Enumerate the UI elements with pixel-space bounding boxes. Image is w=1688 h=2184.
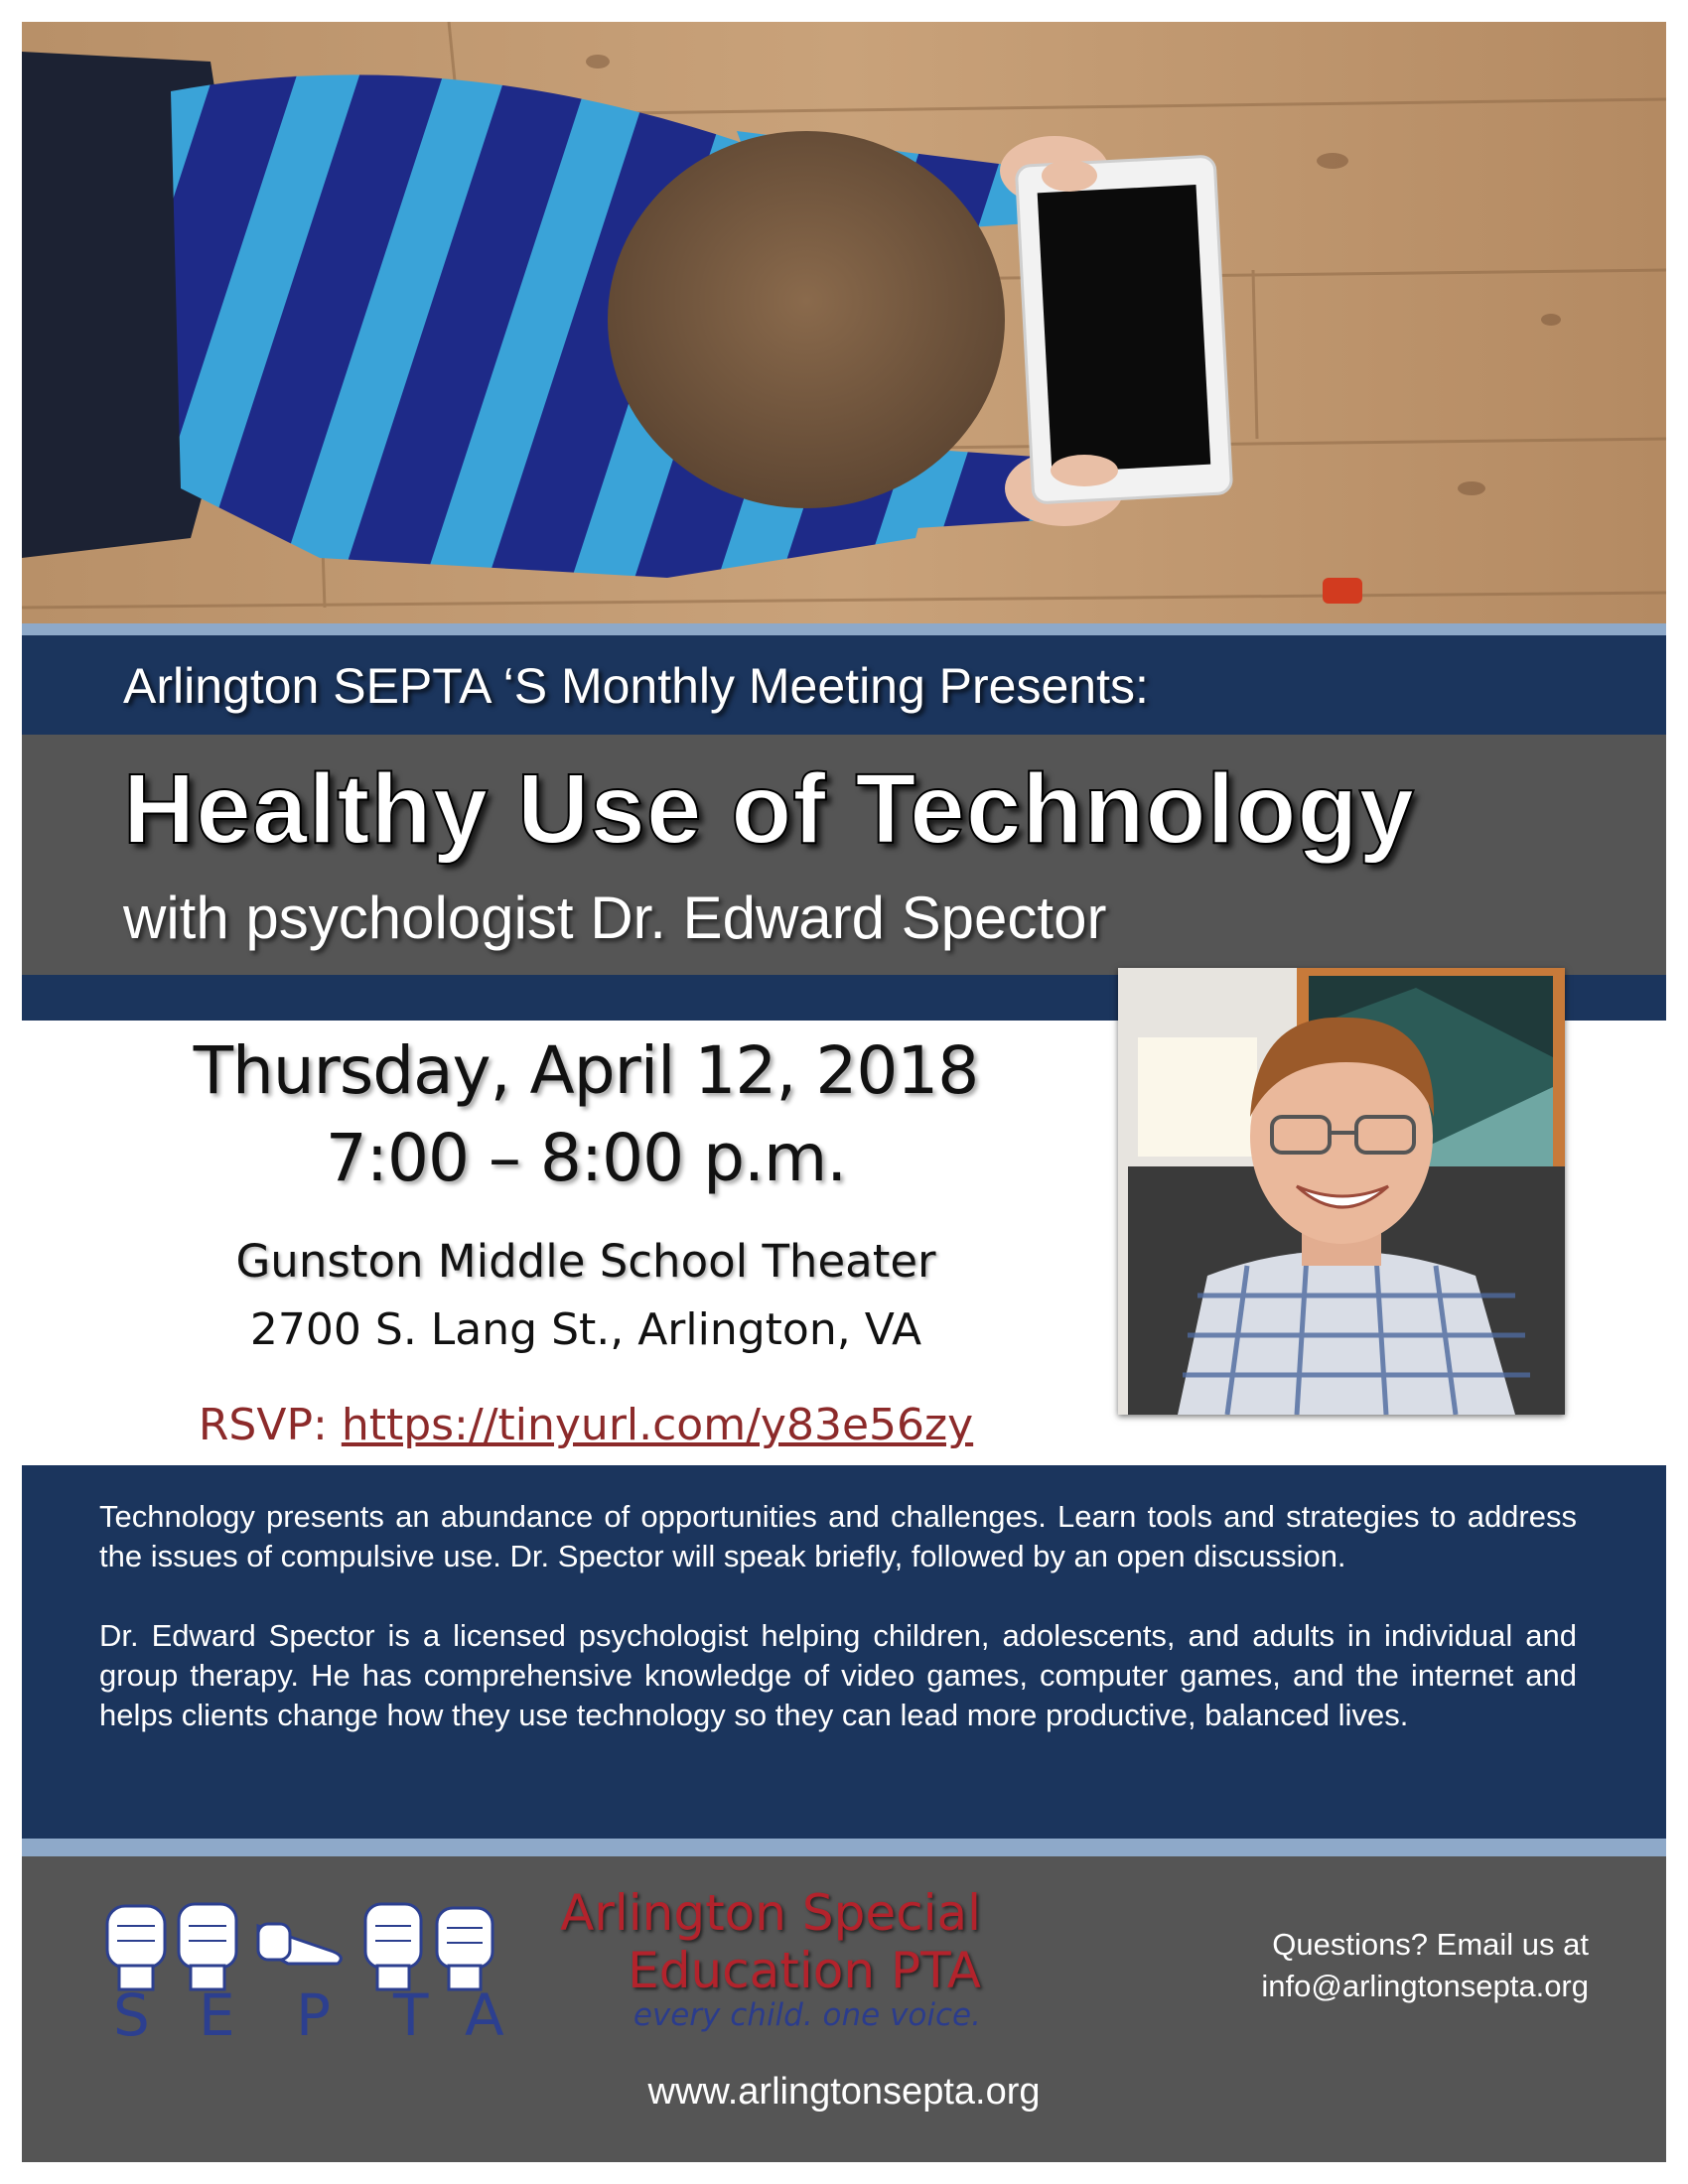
footer-light-strip bbox=[22, 1839, 1666, 1856]
website-link[interactable]: www.arlingtonsepta.org bbox=[647, 2071, 1041, 2113]
event-description bbox=[99, 1497, 1577, 1775]
event-title: Healthy Use of Technology bbox=[123, 753, 1416, 865]
contact-email-link[interactable]: info@arlingtonsepta.org bbox=[1261, 1969, 1589, 2003]
event-time: 7:00 – 8:00 p.m. bbox=[325, 1120, 847, 1196]
description-paragraph-2: Dr. Edward Spector is a licensed psychologist helping children, adolescents, and adults in individual and group therapy. He has comprehensive knowledge of video games, computer games, and the internet and helps clients change how they use technology so they can lead more productive, balanced lives. bbox=[99, 1618, 1577, 1732]
logo-letter-p: P bbox=[296, 1981, 331, 2049]
organization-tagline: every child. one voice. bbox=[633, 1997, 981, 2033]
event-date: Thursday, April 12, 2018 bbox=[193, 1032, 979, 1109]
event-subtitle: with psychologist Dr. Edward Spector bbox=[123, 885, 1107, 951]
rsvp-label: RSVP: bbox=[198, 1400, 342, 1450]
speaker-portrait-photo bbox=[1118, 968, 1565, 1415]
rsvp-line bbox=[0, 1400, 1172, 1450]
logo-letter-t: T bbox=[393, 1981, 429, 2049]
organization-name bbox=[544, 1884, 981, 1999]
org-name-line-2: Education PTA bbox=[628, 1942, 981, 1999]
presents-heading: Arlington SEPTA ‘S Monthly Meeting Presents: bbox=[123, 658, 1149, 714]
logo-letter-s: S bbox=[113, 1981, 150, 2049]
contact-prompt: Questions? Email us at bbox=[1272, 1927, 1589, 1962]
event-address: 2700 S. Lang St., Arlington, VA bbox=[249, 1304, 922, 1355]
org-name-line-1: Arlington Special bbox=[560, 1884, 981, 1942]
description-paragraph-1: Technology presents an abundance of opportunities and challenges. Learn tools and strategies to address the issues of compulsive use. Dr. Spector will speak briefly, followed by an open discussion. bbox=[99, 1499, 1577, 1573]
logo-letter-a: A bbox=[465, 1981, 504, 2049]
hero-photo-child-with-tablet bbox=[22, 22, 1666, 623]
rsvp-link[interactable]: https://tinyurl.com/y83e56zy bbox=[341, 1400, 974, 1450]
light-blue-strip bbox=[22, 623, 1666, 635]
event-venue: Gunston Middle School Theater bbox=[235, 1235, 936, 1288]
logo-letter-e: E bbox=[199, 1981, 235, 2049]
contact-info bbox=[1142, 1924, 1589, 2007]
